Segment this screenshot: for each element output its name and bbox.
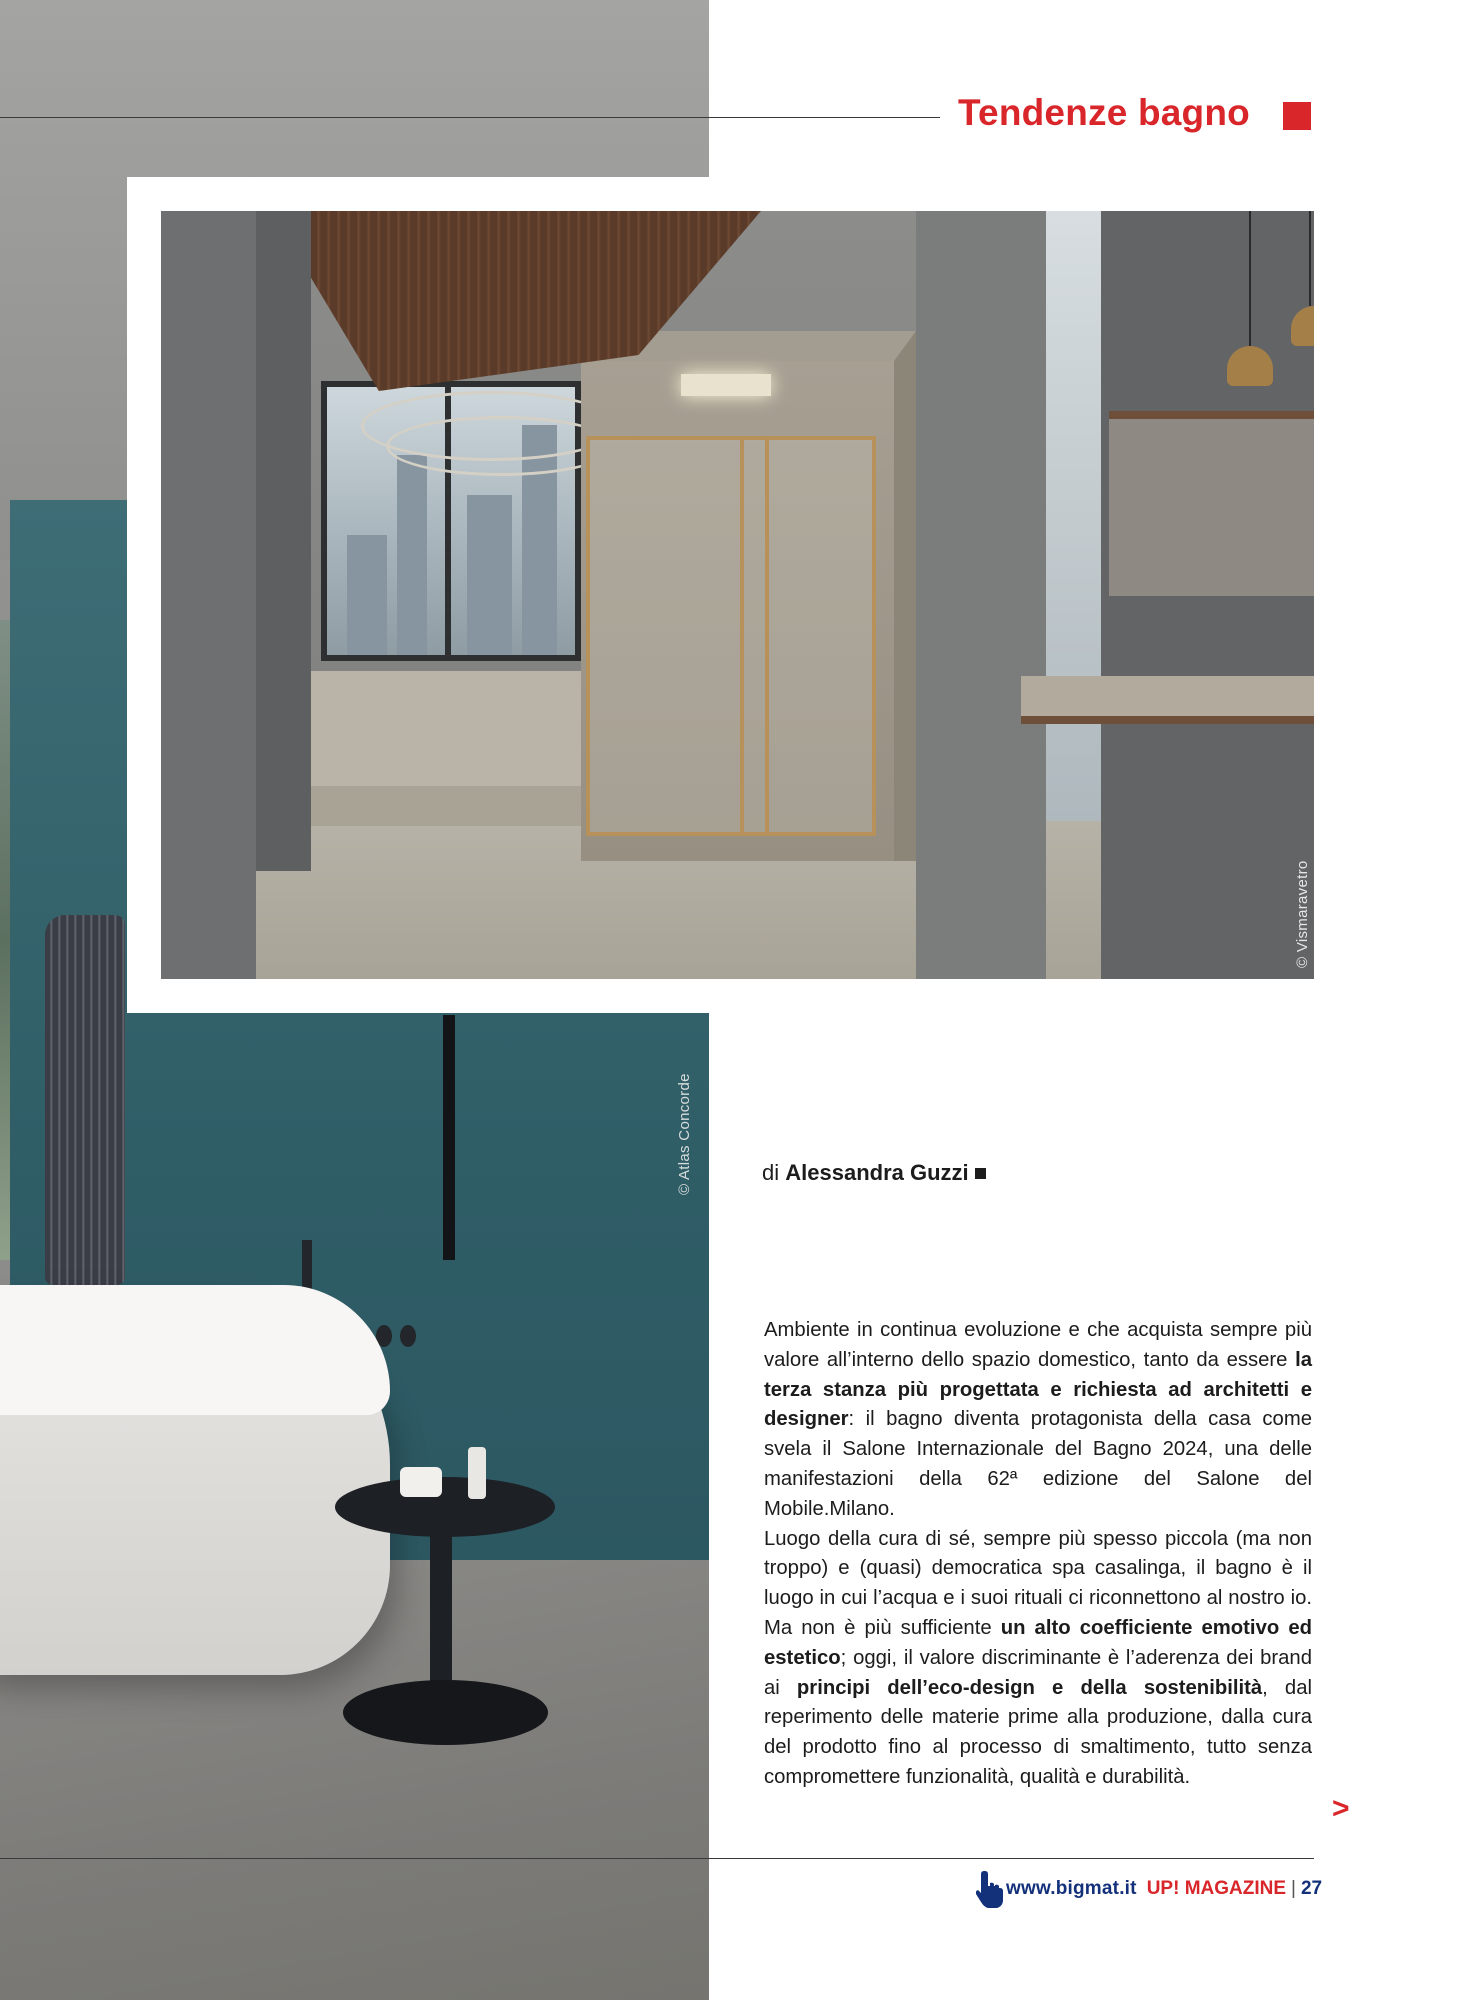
article-body xyxy=(764,1316,1312,1793)
page-number: 27 xyxy=(1300,1878,1323,1899)
bold-text-run: un alto coefficiente emotivo ed estetico xyxy=(764,1616,1312,1669)
text-run: Luogo della cura di sé, sempre più spesso piccola (ma non troppo) e (quasi) democratica spa casalinga, il bagno è il luogo in cui l’acqua e i suoi rituali ci riconnettono al nostro io. Ma non è più sufficiente xyxy=(764,1527,1312,1639)
text-run: ; oggi, il valore discriminante è l’aderenza dei brand ai xyxy=(764,1646,1312,1699)
header-divider xyxy=(0,117,940,118)
byline xyxy=(762,1160,986,1186)
pointing-hand-icon xyxy=(976,1869,1004,1909)
paragraph-2 xyxy=(764,1525,1312,1793)
left-photo-credit: © Atlas Concorde xyxy=(676,1073,693,1195)
footer xyxy=(976,1872,1322,1906)
shower-photo xyxy=(161,211,1314,979)
top-photo-credit: © Vismaravetro xyxy=(1294,860,1311,968)
paragraph-1 xyxy=(764,1316,1312,1525)
text-run: Ambiente in continua evoluzione e che acquista sempre più valore all’interno dello spazio domestico, tanto da essere xyxy=(764,1319,1312,1371)
continue-arrow-icon[interactable]: > xyxy=(1332,1792,1350,1825)
bold-text-run: la terza stanza più progettata e richiesta ad architetti e designer xyxy=(764,1348,1312,1431)
footer-divider xyxy=(0,1858,1314,1859)
magazine-name: UP! MAGAZINE xyxy=(1146,1878,1287,1899)
website-link[interactable]: www.bigmat.it xyxy=(1006,1878,1137,1899)
byline-square-icon xyxy=(975,1168,986,1179)
text-run: , dal reperimento delle materie prime alla produzione, dalla cura del prodotto fino al processo di smaltimento, tutto senza compromettere funzionalità, qualità e durabilità. xyxy=(764,1676,1312,1788)
section-title: Tendenze bagno xyxy=(958,92,1250,133)
footer-separator: | xyxy=(1291,1878,1296,1899)
byline-prefix: di xyxy=(762,1160,780,1185)
bold-text-run: principi dell’eco-design e della sostenibilità xyxy=(796,1676,1263,1699)
title-square-icon xyxy=(1283,102,1311,130)
author-name: Alessandra Guzzi xyxy=(785,1160,969,1185)
text-run: : il bagno diventa protagonista della casa come svela il Salone Internazionale del Bagno 2024, una delle manifestazioni della 62ª edizione del Salone del Mobile.Milano. xyxy=(764,1408,1312,1520)
